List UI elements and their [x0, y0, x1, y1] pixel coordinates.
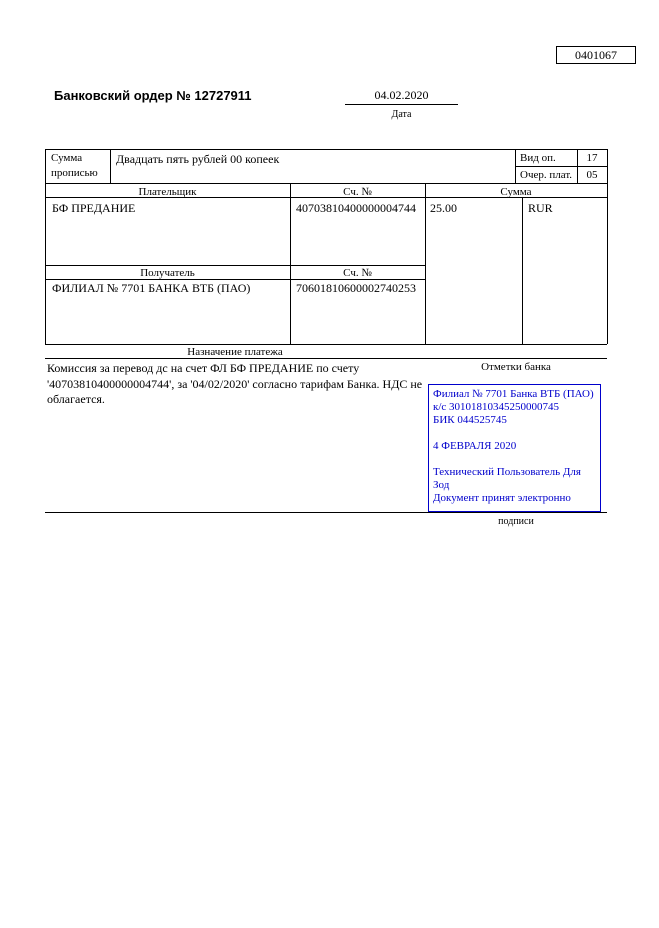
bank-marks-header: Отметки банка [481, 361, 551, 373]
account-sum-divider [425, 183, 426, 344]
payer-account: 40703810400000004744 [296, 201, 416, 215]
table-border-top [45, 149, 607, 150]
document-title: Банковский ордер № 12727911 [54, 88, 252, 103]
payer-account-header: Сч. № [343, 186, 372, 198]
optype-left-border [515, 149, 516, 183]
sum-currency-divider [522, 197, 523, 344]
stamp-line-accepted: Документ принят электронно [433, 492, 571, 504]
payee-account-header: Сч. № [343, 267, 372, 279]
stamp-line-blank-2 [433, 453, 596, 466]
purpose-header: Назначение платежа [187, 346, 283, 358]
table-border-right [607, 149, 608, 344]
row-divider-1 [45, 183, 607, 184]
sum-header: Сумма [500, 186, 532, 198]
amount-in-words: Двадцать пять рублей 00 копеек [116, 152, 280, 166]
priority-label: Очер. плат. [520, 169, 573, 181]
stamp-line-operator: Технический Пользователь Для Зод [433, 466, 581, 491]
payee-account: 70601810600002740253 [296, 281, 416, 295]
stamp-line-corr-account: к/с 30101810345250000745 [433, 401, 560, 413]
sum-currency: RUR [528, 201, 553, 215]
table-border-bottom [45, 512, 607, 513]
stamp-line-date: 4 ФЕВРАЛЯ 2020 [433, 440, 517, 452]
table-border-left [45, 149, 46, 344]
name-account-divider [290, 183, 291, 344]
purpose-text: Комиссия за перевод дс на счет ФЛ БФ ПРЕДАНИЕ по счету '40703810400000004744', за '04/02/2020' согласно тарифам Банка. НДС не облагается. [47, 361, 423, 406]
payer-header: Плательщик [138, 186, 197, 198]
payee-header: Получатель [140, 267, 195, 279]
form-code-box: 0401067 [556, 46, 636, 64]
sum-value: 25.00 [430, 201, 457, 215]
date-underline [345, 104, 458, 105]
amount-words-label-1: Сумма [51, 152, 83, 164]
date-value: 04.02.2020 [374, 88, 429, 102]
op-type-label: Вид оп. [520, 152, 556, 164]
op-type-value: 17 [586, 152, 598, 164]
stamp-line-branch: Филиал № 7701 Банка ВТБ (ПАО) [433, 388, 594, 400]
optype-divider [515, 166, 607, 167]
stamp-line-blank-1 [433, 427, 596, 440]
amount-words-label-2: прописью [51, 167, 98, 179]
stamp-line-bik: БИК 044525745 [433, 414, 507, 426]
priority-value: 05 [586, 169, 598, 181]
date-label: Дата [391, 109, 412, 120]
amount-label-divider [110, 149, 111, 183]
bank-stamp-box [428, 384, 601, 512]
payer-name: БФ ПРЕДАНИЕ [52, 201, 136, 215]
payee-name: ФИЛИАЛ № 7701 БАНКА ВТБ (ПАО) [52, 281, 251, 295]
signatures-label: подписи [498, 516, 534, 527]
